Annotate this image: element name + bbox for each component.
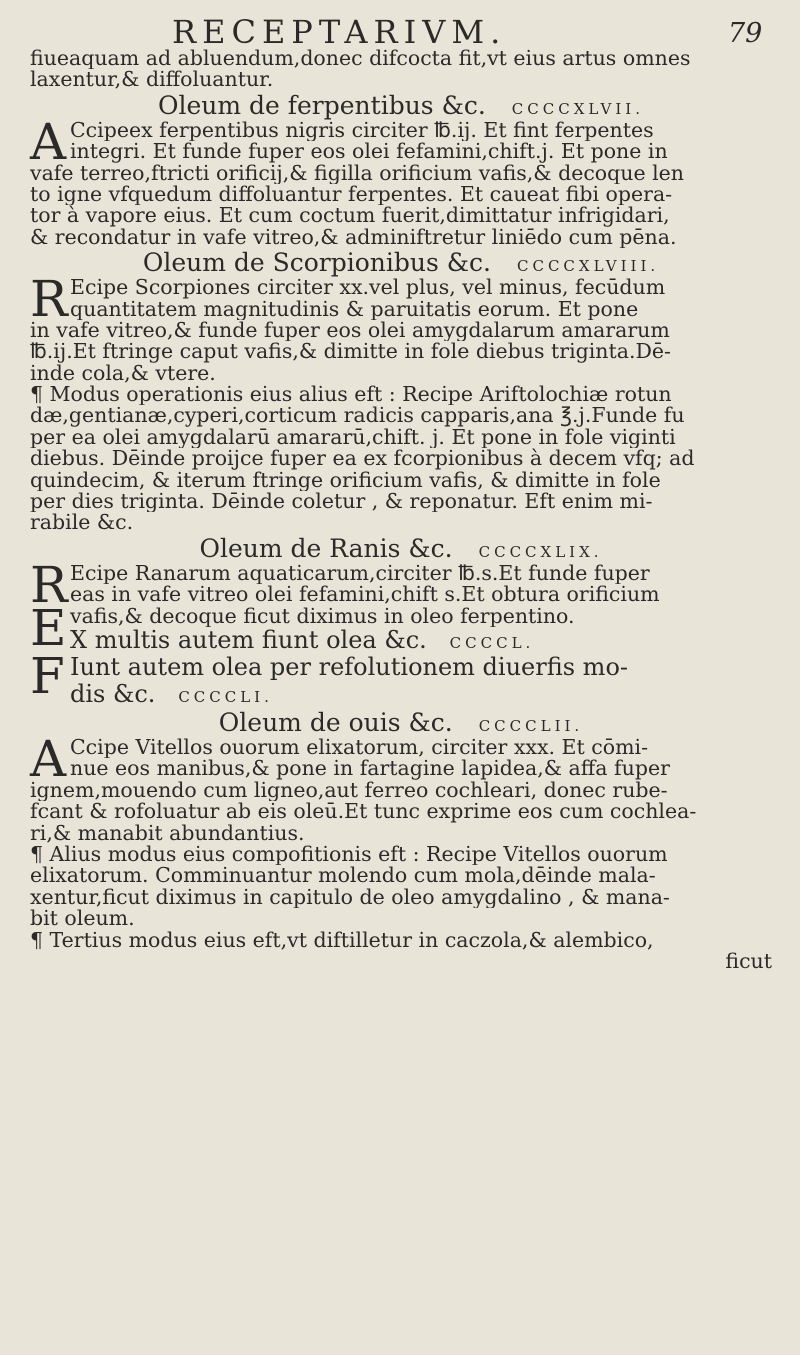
text-line: quantitatem magnitudinis & paruitatis eorum. Et pone (70, 298, 639, 320)
initial-letter: A (30, 112, 67, 171)
text-line: per dies triginta. Dēinde coletur , & reponatur. Eft enim mi- (30, 491, 653, 513)
initial-letter: R (30, 555, 68, 614)
text-line: bit oleum. (30, 908, 135, 930)
text-line: eas in vafe vitreo olei fefamini,chift s.Et obtura orificium (70, 584, 660, 606)
text-line: inde cola,& vtere. (30, 362, 216, 385)
text-line: dæ,gentianæ,cyperi,corticum radicis capparis,ana ℥.j.Funde fu (30, 405, 685, 427)
section-heading (30, 708, 772, 737)
text-line: elixatorum. Comminuantur molendo cum mola,dēinde mala- (30, 865, 656, 887)
text-line: integri. Et funde fuper eos olei fefamini,chift.j. Et pone in (70, 141, 668, 163)
initial-letter: E (30, 598, 67, 657)
text-line: Ccipe Vitellos ouorum elixatorum, circiter xxx. Et cōmi- (70, 736, 649, 759)
section-heading (30, 248, 772, 277)
ex-multis-line (30, 627, 772, 654)
initial-letter: R (30, 270, 68, 329)
fiunt-line (30, 681, 772, 708)
paragraph (30, 729, 772, 788)
paragraph (30, 112, 772, 249)
section-number: CCCCXLVIII. (517, 257, 660, 276)
text-line: rabile &c. (30, 512, 134, 534)
section-number: CCCCL. (449, 633, 535, 652)
text-line: per ea olei amygdalarū amararū,chift. j. Et pone in fole viginti (30, 426, 676, 449)
paragraph (30, 598, 772, 657)
text-line: ri,& manabit abundantius. (30, 822, 305, 844)
text-line: quindecim, & iterum ftringe orificium vafis, & dimitte in fole (30, 469, 661, 492)
running-head: RECEPTARIVM. (172, 13, 507, 51)
text-line: ignem,mouendo cum ligneo,aut ferreo cochleari, donec rube- (30, 779, 668, 802)
section-number: CCCCXLVII. (511, 99, 645, 118)
fiunt-text: dis &c. (70, 679, 156, 708)
section-title: Oleum de Scorpionibus &c. (142, 248, 491, 278)
text-line: diebus. Dēinde proijce fuper ea ex fcorpionibus à decem vfq; ad (30, 448, 695, 470)
section-number: CCCCLII. (478, 716, 584, 735)
section-title: Oleum de ouis &c. (218, 707, 453, 737)
text-line: tor à vapore eius. Et cum coctum fuerit,dimittatur infrigidari, (30, 205, 670, 227)
text-line: xentur,ficut diximus in capitulo de oleo amygdalino , & mana- (30, 886, 670, 909)
text-line: vafe terreo,ftricti orificij,& figilla orificium vafis,& decoque len (30, 162, 685, 184)
section-title: Oleum de Ranis &c. (199, 533, 453, 563)
section-heading (30, 91, 772, 120)
section-number: CCCCLI. (178, 687, 273, 706)
initial-letter: F (30, 646, 65, 705)
page-number: 79 (728, 18, 763, 49)
text-line: ¶ Tertius modus eius eft,vt diftilletur in caczola,& alembico, (30, 929, 654, 951)
text-line: in vafe vitreo,& funde fuper eos olei amygdalarum amararum (30, 319, 670, 342)
text-line: laxentur,& diffoluantur. (30, 69, 274, 91)
text-line: ℔.ij.Et ftringe caput vafis,& dimitte in fole diebus triginta.Dē- (30, 341, 671, 363)
paragraph (30, 555, 772, 614)
section-title: Oleum de ferpentibus &c. (157, 90, 486, 120)
section-heading (30, 534, 772, 563)
text-line: ¶ Alius modus eius compofitionis eft : Recipe Vitellos ouorum (30, 843, 668, 866)
text-line: Ccipeex ferpentibus nigris circiter ℔.ij. Et fint ferpentes (70, 119, 654, 142)
text-body (30, 48, 772, 972)
text-line: Ecipe Ranarum aquaticarum,circiter ℔.s.Et funde fuper (70, 562, 650, 585)
paragraph (30, 646, 772, 708)
text-line: fcant & rofoluatur ab eis oleū.Et tunc exprime eos cum cochlea- (30, 801, 697, 823)
initial-letter: A (30, 729, 67, 788)
text-line: vafis,& decoque ficut diximus in oleo ferpentino. (70, 605, 575, 627)
section-number: CCCCXLIX. (478, 542, 603, 561)
ex-multis-text: X multis autem fiunt olea &c. (70, 625, 427, 654)
paragraph (30, 270, 772, 385)
text-line: fiueaquam ad abluendum,donec difcocta fit,vt eius artus omnes (30, 48, 691, 70)
text-line: ¶ Modus operationis eius alius eft : Recipe Ariftolochiæ rotun (30, 384, 672, 406)
page-header (0, 12, 800, 52)
text-line: Ecipe Scorpiones circiter xx.vel plus, vel minus, fecūdum (70, 277, 666, 299)
text-line: nue eos manibus,& pone in fartagine lapidea,& affa fuper (70, 758, 670, 780)
text-line: & recondatur in vafe vitreo,& adminiftretur liniēdo cum pēna. (30, 226, 677, 249)
text-line: to igne vfquedum diffoluantur ferpentes. Et caueat fibi opera- (30, 183, 673, 206)
catchword: ficut (725, 950, 772, 973)
fiunt-line: Iunt autem olea per refolutionem diuerfis mo- (70, 652, 628, 681)
